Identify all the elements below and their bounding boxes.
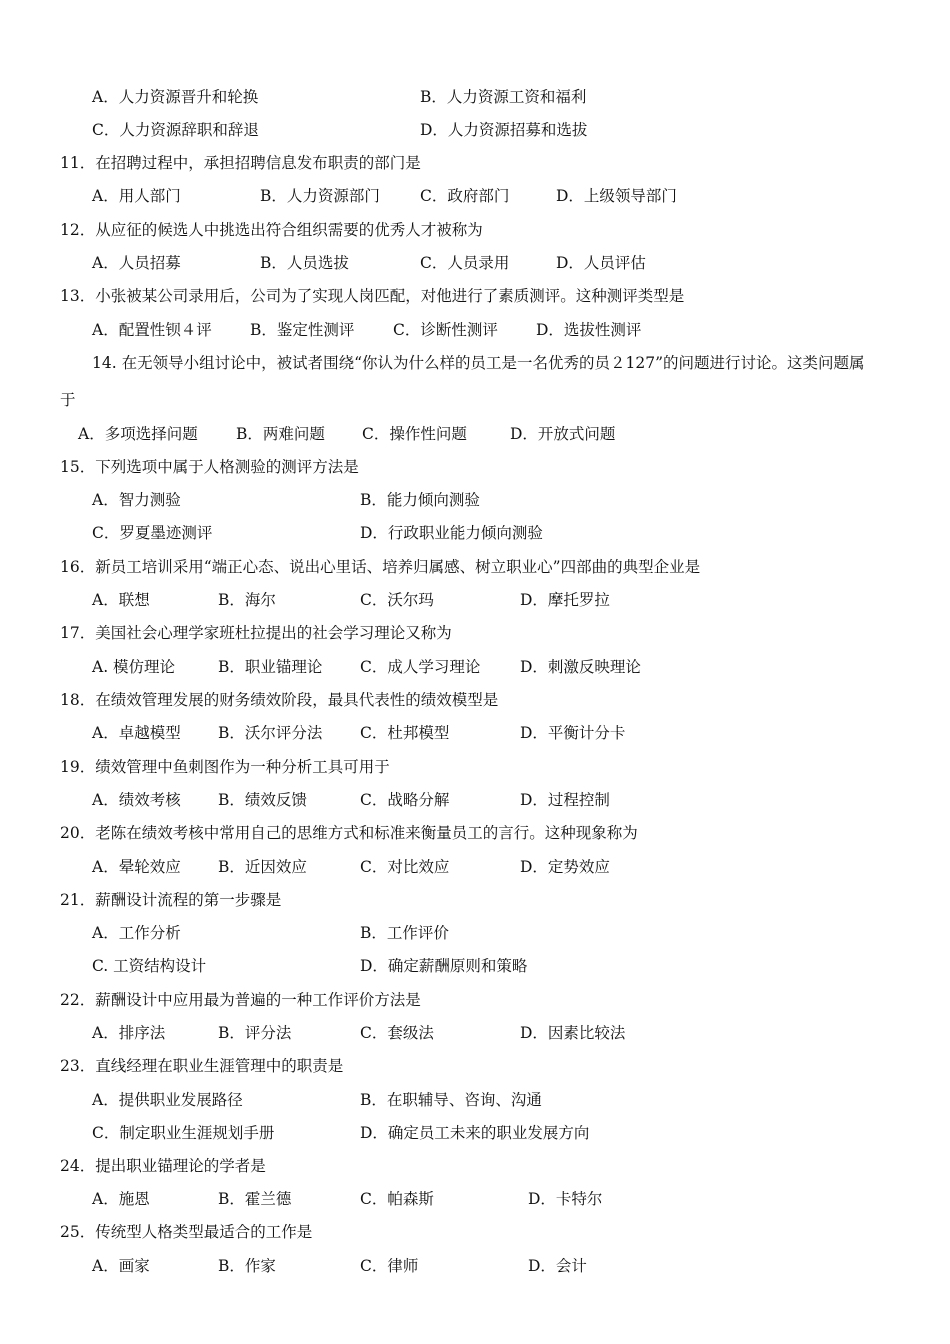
answer-option: C. 工资结构设计 bbox=[92, 957, 207, 975]
answer-option: B．两难问题 bbox=[236, 425, 325, 443]
answer-option: A．联想 bbox=[92, 591, 150, 609]
answer-option: A．排序法 bbox=[92, 1024, 166, 1042]
answer-option: A．施恩 bbox=[92, 1190, 150, 1208]
answer-option: D．因素比较法 bbox=[520, 1024, 626, 1042]
answer-option: C．人力资源辞职和辞退 bbox=[92, 121, 259, 139]
answer-option: A．配置性钡４评 bbox=[92, 321, 212, 339]
answer-option: B．工作评价 bbox=[360, 924, 449, 942]
answer-option: B．在职辅导、咨询、沟通 bbox=[360, 1091, 542, 1109]
answer-option: C．对比效应 bbox=[360, 858, 450, 876]
answer-option: B．绩效反馈 bbox=[218, 791, 307, 809]
question-text: 25．传统型人格类型最适合的工作是 bbox=[60, 1223, 313, 1241]
answer-option: A．工作分析 bbox=[92, 924, 181, 942]
answer-option: D．定势效应 bbox=[520, 858, 610, 876]
answer-option: D．卡特尔 bbox=[528, 1190, 603, 1208]
answer-option: D．选拔性测评 bbox=[536, 321, 642, 339]
answer-option: B．职业锚理论 bbox=[218, 658, 323, 676]
answer-option: C．沃尔玛 bbox=[360, 591, 434, 609]
answer-option: B．沃尔评分法 bbox=[218, 724, 323, 742]
question-text: 16．新员工培训采用“端正心态、说出心里话、培养归属感、树立职业心”四部曲的典型企业是 bbox=[60, 558, 701, 576]
question-text: 22．薪酬设计中应用最为普遍的一种工作评价方法是 bbox=[60, 991, 421, 1009]
question-text: 17．美国社会心理学家班杜拉提出的社会学习理论又称为 bbox=[60, 624, 452, 642]
answer-option: C．杜邦模型 bbox=[360, 724, 450, 742]
question-text: 15．下列选项中属于人格测验的测评方法是 bbox=[60, 458, 359, 476]
answer-option: C．成人学习理论 bbox=[360, 658, 481, 676]
answer-option: C．战略分解 bbox=[360, 791, 450, 809]
answer-option: D．刺激反映理论 bbox=[520, 658, 641, 676]
answer-option: D．确定薪酬原则和策略 bbox=[360, 957, 528, 975]
answer-option: A．提供职业发展路径 bbox=[92, 1091, 243, 1109]
answer-option: B．霍兰德 bbox=[218, 1190, 292, 1208]
answer-option: D．人员评估 bbox=[556, 254, 646, 272]
answer-option: A．用人部门 bbox=[92, 187, 181, 205]
answer-option: D．摩托罗拉 bbox=[520, 591, 610, 609]
answer-option: A．人力资源晋升和轮换 bbox=[92, 88, 259, 106]
answer-option: B．作家 bbox=[218, 1257, 276, 1275]
answer-option: D．过程控制 bbox=[520, 791, 610, 809]
answer-option: D．开放式问题 bbox=[510, 425, 616, 443]
question-text: 19．绩效管理中鱼刺图作为一种分析工具可用于 bbox=[60, 758, 390, 776]
answer-option: C．套级法 bbox=[360, 1024, 434, 1042]
question-text: 于 bbox=[60, 391, 76, 409]
question-text: 11．在招聘过程中，承担招聘信息发布职责的部门是 bbox=[60, 154, 421, 172]
question-text: 14. 在无领导小组讨论中，被试者围绕“你认为什么样的员工是一名优秀的员２127”的问题进行讨论。这类问题属 bbox=[92, 354, 865, 372]
answer-option: D．上级领导部门 bbox=[556, 187, 677, 205]
answer-option: A. 模仿理论 bbox=[92, 658, 176, 676]
answer-option: B．能力倾向测验 bbox=[360, 491, 480, 509]
answer-option: B．近因效应 bbox=[218, 858, 307, 876]
answer-option: B．海尔 bbox=[218, 591, 276, 609]
answer-option: A．卓越模型 bbox=[92, 724, 181, 742]
answer-option: B．人员选拔 bbox=[260, 254, 349, 272]
answer-option: A．人员招募 bbox=[92, 254, 181, 272]
question-text: 20．老陈在绩效考核中常用自己的思维方式和标准来衡量员工的言行。这种现象称为 bbox=[60, 824, 638, 842]
answer-option: B．评分法 bbox=[218, 1024, 292, 1042]
question-text: 21．薪酬设计流程的第一步骤是 bbox=[60, 891, 282, 909]
answer-option: C．人员录用 bbox=[420, 254, 510, 272]
answer-option: D．会计 bbox=[528, 1257, 587, 1275]
answer-option: C．帕森斯 bbox=[360, 1190, 434, 1208]
answer-option: B．人力资源工资和福利 bbox=[420, 88, 587, 106]
answer-option: A．绩效考核 bbox=[92, 791, 181, 809]
answer-option: A．智力测验 bbox=[92, 491, 181, 509]
question-text: 24．提出职业锚理论的学者是 bbox=[60, 1157, 266, 1175]
answer-option: B．人力资源部门 bbox=[260, 187, 380, 205]
answer-option: C．律师 bbox=[360, 1257, 419, 1275]
question-text: 12．从应征的候选人中挑选出符合组织需要的优秀人才被称为 bbox=[60, 221, 483, 239]
answer-option: C．诊断性测评 bbox=[393, 321, 498, 339]
answer-option: A．多项选择问题 bbox=[78, 425, 198, 443]
answer-option: D．人力资源招募和选拔 bbox=[420, 121, 588, 139]
answer-option: A．画家 bbox=[92, 1257, 150, 1275]
answer-option: B．鉴定性测评 bbox=[250, 321, 355, 339]
answer-option: C．制定职业生涯规划手册 bbox=[92, 1124, 275, 1142]
answer-option: A．晕轮效应 bbox=[92, 858, 181, 876]
answer-option: D．确定员工未来的职业发展方向 bbox=[360, 1124, 590, 1142]
question-text: 18．在绩效管理发展的财务绩效阶段，最具代表性的绩效模型是 bbox=[60, 691, 499, 709]
answer-option: C．操作性问题 bbox=[362, 425, 467, 443]
question-text: 13．小张被某公司录用后，公司为了实现人岗匹配，对他进行了素质测评。这种测评类型是 bbox=[60, 287, 685, 305]
question-text: 23．直线经理在职业生涯管理中的职责是 bbox=[60, 1057, 344, 1075]
answer-option: D．平衡计分卡 bbox=[520, 724, 626, 742]
answer-option: D．行政职业能力倾向测验 bbox=[360, 524, 543, 542]
answer-option: C．罗夏墨迹测评 bbox=[92, 524, 213, 542]
answer-option: C．政府部门 bbox=[420, 187, 510, 205]
